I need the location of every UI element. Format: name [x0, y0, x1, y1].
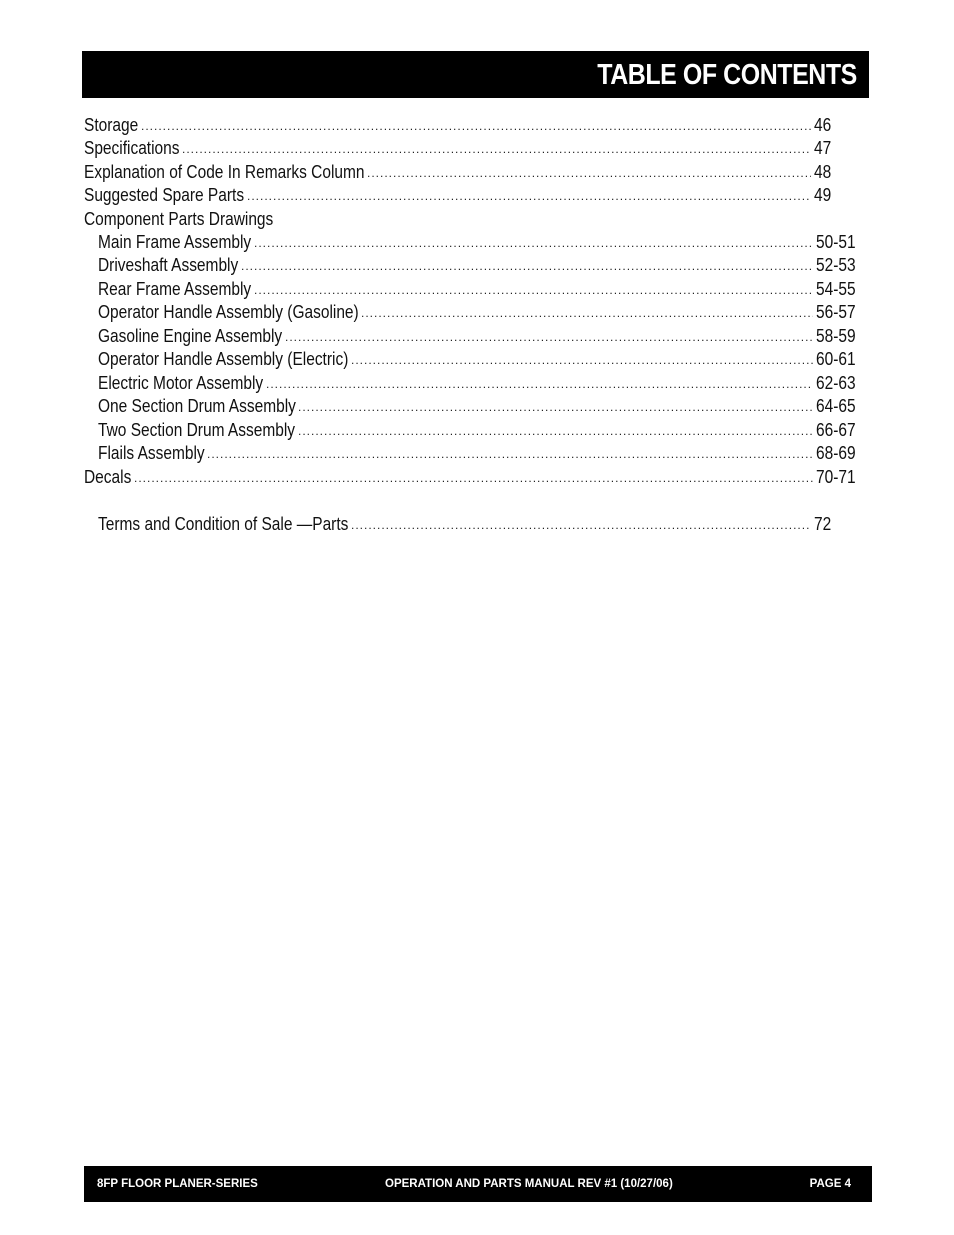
toc-entry-label: Flails Assembly — [98, 443, 205, 463]
toc-entry-driveshaft-assembly[interactable] — [98, 253, 856, 277]
toc-entry-page: 48 — [814, 162, 832, 182]
toc-leader — [285, 325, 813, 349]
footer-page-number: PAGE 4 — [809, 1178, 851, 1190]
toc-leader — [266, 372, 813, 396]
toc-entry-label: Rear Frame Assembly — [98, 279, 252, 299]
toc-entry-flails-assembly[interactable] — [98, 441, 856, 465]
footer-bar — [84, 1166, 872, 1202]
page-title: TABLE OF CONTENTS — [597, 59, 857, 91]
toc-entry-explanation-of-code[interactable] — [84, 160, 832, 184]
toc-leader — [351, 513, 811, 537]
toc-entry-page: 60-61 — [816, 349, 856, 369]
toc-entry-page: 54-55 — [816, 279, 856, 299]
toc-entry-label: One Section Drum Assembly — [98, 396, 296, 416]
toc-entry-label: Two Section Drum Assembly — [98, 420, 296, 440]
toc-entry-page: 46 — [814, 115, 832, 135]
toc-entry-main-frame-assembly[interactable] — [98, 230, 856, 254]
toc-entry-page: 72 — [814, 514, 832, 534]
toc-entry-page: 52-53 — [816, 255, 856, 275]
toc-entry-label: Gasoline Engine Assembly — [98, 326, 283, 346]
toc-leader — [182, 137, 811, 161]
toc-entry-gasoline-engine-assembly[interactable] — [98, 324, 856, 348]
toc-leader — [298, 395, 813, 419]
footer-product-name: 8FP FLOOR PLANER-SERIES — [97, 1178, 258, 1190]
footer-manual-title: OPERATION AND PARTS MANUAL REV #1 (10/27/06) — [385, 1178, 673, 1190]
toc-entry-label: Storage — [84, 115, 139, 135]
toc-entry-one-section-drum-assembly[interactable] — [98, 394, 856, 418]
toc-entry-page: 66-67 — [816, 420, 856, 440]
toc-leader — [367, 161, 811, 185]
toc-entry-page: 50-51 — [816, 232, 856, 252]
toc-entry-label: Driveshaft Assembly — [98, 255, 239, 275]
toc-entry-decals[interactable] — [84, 465, 856, 489]
toc-entry-label: Operator Handle Assembly (Electric) — [98, 349, 349, 369]
toc-entry-operator-handle-electric[interactable] — [98, 347, 856, 371]
toc-entry-label: Decals — [84, 467, 132, 487]
toc-entry-page: 68-69 — [816, 443, 856, 463]
toc-entry-label: Main Frame Assembly — [98, 232, 252, 252]
title-bar — [82, 51, 869, 98]
toc-leader — [254, 231, 813, 255]
toc-leader — [298, 419, 813, 443]
toc-entry-label: Specifications — [84, 138, 180, 158]
toc-entry-page: 58-59 — [816, 326, 856, 346]
toc-entry-page: 62-63 — [816, 373, 856, 393]
toc-entry-operator-handle-gasoline[interactable] — [98, 300, 856, 324]
toc-entry-page: 49 — [814, 185, 832, 205]
toc-leader — [207, 442, 813, 466]
toc-section-component-parts-drawings — [84, 207, 274, 231]
toc-entry-specifications[interactable] — [84, 136, 832, 160]
toc-entry-label: Operator Handle Assembly (Gasoline) — [98, 302, 359, 322]
toc-entry-page: 56-57 — [816, 302, 856, 322]
toc-leader — [254, 278, 813, 302]
toc-entry-rear-frame-assembly[interactable] — [98, 277, 856, 301]
toc-leader — [247, 184, 811, 208]
toc-leader — [241, 254, 813, 278]
toc-leader — [361, 301, 813, 325]
toc-entry-label: Explanation of Code In Remarks Column — [84, 162, 365, 182]
toc-entry-label: Suggested Spare Parts — [84, 185, 245, 205]
toc-entry-electric-motor-assembly[interactable] — [98, 371, 856, 395]
toc-entry-label: Electric Motor Assembly — [98, 373, 264, 393]
toc-entry-two-section-drum-assembly[interactable] — [98, 418, 856, 442]
toc-entry-page: 70-71 — [816, 467, 856, 487]
toc-entry-page: 64-65 — [816, 396, 856, 416]
toc-entry-suggested-spare-parts[interactable] — [84, 183, 832, 207]
toc-leader — [351, 348, 813, 372]
toc-entry-page: 47 — [814, 138, 832, 158]
toc-leader — [141, 114, 811, 138]
toc-section-label: Component Parts Drawings — [84, 209, 274, 229]
toc-entry-terms-and-conditions[interactable] — [98, 512, 832, 536]
toc-entry-label: Terms and Condition of Sale —Parts — [98, 514, 349, 534]
toc-entry-storage[interactable] — [84, 113, 832, 137]
toc-leader — [134, 466, 813, 490]
